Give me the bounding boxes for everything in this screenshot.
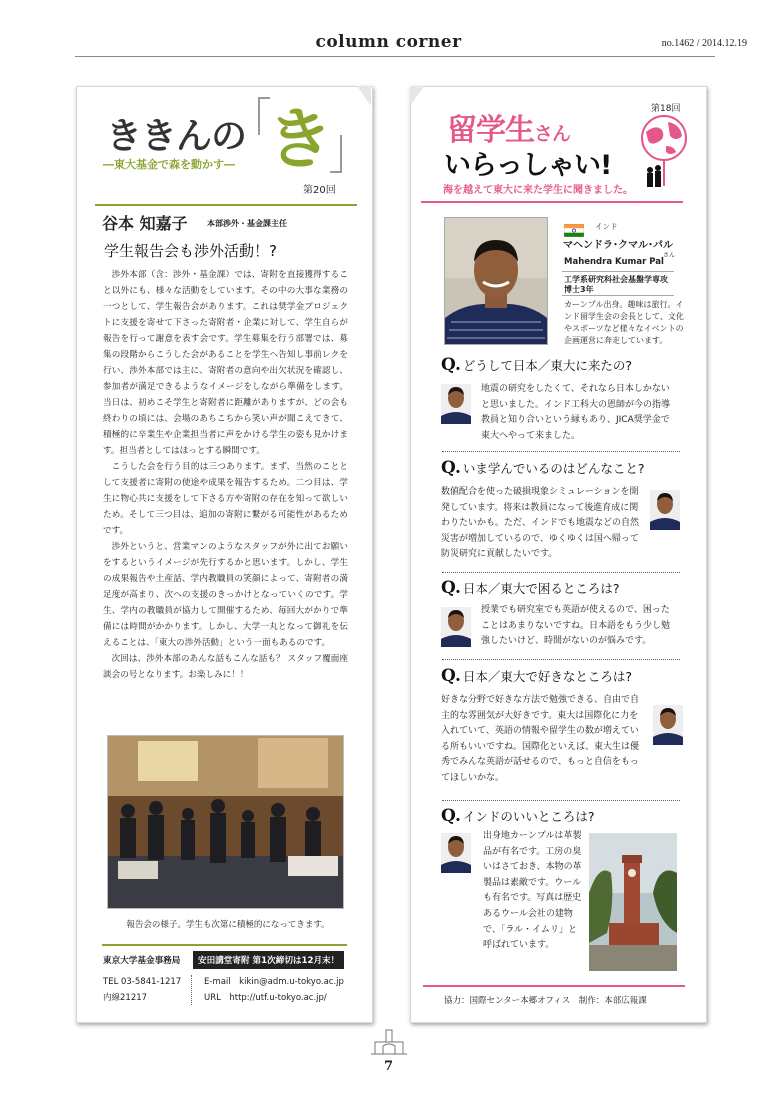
globe-icon bbox=[636, 112, 692, 192]
contact-phone bbox=[103, 974, 181, 1006]
answer-5: 出身地カーンプルは革製品が有名です。工房の臭いはさておき、本物の革製品は素敵です。ウールも有名です。写真は歴史あるウール会社の建物で、「ラル・イムリ」と呼ばれています。 bbox=[483, 831, 582, 951]
student-avatar bbox=[650, 490, 680, 530]
question-text: どうして日本／東大に来たの? bbox=[462, 358, 633, 373]
question-4 bbox=[441, 666, 632, 686]
paragraph: 渉外本部（含：渉外・基金課）では、寄附を直接獲得すること以外にも、様々な活動をしています。その中の大事な業務の一つとして、学生報告会があります。これは奨学金プロジェクトに支援を寄せて下さった寄附者・企業に対して、学生自らが報告を行って謝意を表す会です。学生募集を行う部署では、募集の段階からこうした会があることを学生へ告知し事前レクを行い、渉外本部では主に、寄附者の意向や出欠状況を確認し、参加者が満足できるようなイメージをしながら準備をします。当日は、初めこそ学生と寄附者に距離がありますが、どの会も終わりの頃には、会場のあちこちから笑い声が聞こえてきて、積極的に卒業生や企業担当者に声をかける学生の姿も見かけます。担当者としてはほっとする瞬間です。 bbox=[103, 270, 348, 456]
article-body bbox=[103, 267, 348, 683]
student-avatar bbox=[441, 607, 471, 647]
ryugakusei-subtitle: 海を越えて東大に来た学生に聞きました。 bbox=[443, 185, 633, 196]
student-portrait bbox=[444, 217, 548, 345]
ryugakusei-title-1: 留学生さん bbox=[447, 113, 571, 148]
photo-caption: 報告会の様子。学生も次第に積極的になってきます。 bbox=[126, 920, 330, 930]
kikin-episode: 第20回 bbox=[303, 185, 336, 196]
paragraph: こうした会を行う目的は三つあります。まず、当然のこととして支援者に寄附の使途や成果を報告するため。二つ目は、学生に物心共に支援をして下さる方や寄附の存在を知って欲しいため。そして三つ目は、追加の寄附に繋がる可能性があるためです。 bbox=[103, 462, 348, 536]
answer-3: 授業でも研究室でも英語が使えるので、困ったことはあまりないですね。日本語をもう少し勉強したいけど、時間がないのが悩みです。 bbox=[481, 605, 671, 647]
contact-divider bbox=[191, 975, 192, 1005]
event-photo bbox=[107, 735, 344, 909]
qa-separator bbox=[442, 572, 680, 573]
extension: 内線21217 bbox=[103, 993, 148, 1003]
deadline-badge: 安田講堂寄附 第1次締切は12月末！ bbox=[193, 951, 344, 969]
ryugakusei-title-2: いらっしゃい! bbox=[444, 150, 612, 181]
country-label: インド bbox=[595, 222, 618, 231]
name-honorific: さん bbox=[663, 252, 676, 259]
profile-rule bbox=[562, 295, 674, 296]
student-avatar bbox=[441, 384, 471, 424]
question-2 bbox=[441, 458, 645, 478]
q-label: Q. bbox=[441, 355, 461, 375]
qa-separator bbox=[442, 451, 680, 452]
answer-4: 好きな分野で好きな方法で勉強できる、自由で自主的な雰囲気が大好きです。東大は国際化に力を入れていて、英語の情報や留学生の数が増えている所もいいですね。国際化といえば、東大生は優秀でみんな英語が話せるので、もっと自信をもってほしいかな。 bbox=[441, 695, 640, 783]
student-affiliation bbox=[564, 275, 668, 295]
paragraph: 渉外というと、営業マンのようなスタッフが外に出てお願いをするというイメージが先行するかと思います。しかし、学生の成果報告や土産話、学内教職員の笑顔によって、寄附者の満足度が高まり、次への支援のきっかけとなっていくのです。学生、学内の教職員が協力して開催するため、毎回大がかりで準備には時間がかかります。しかし、大学一丸となって御礼を伝えることは、「東大の渉外活動」という一面もあるのです。 bbox=[103, 542, 348, 648]
column-title: column corner bbox=[315, 32, 462, 52]
office-name: 東京大学基金事務局 bbox=[103, 956, 181, 966]
tel: TEL 03-5841-1217 bbox=[103, 977, 182, 987]
credit-rule bbox=[423, 985, 685, 987]
email-link[interactable]: E-mail kikin@adm.u-tokyo.ac.jp bbox=[204, 977, 344, 987]
q-label: Q. bbox=[441, 806, 461, 826]
question-text: いま学んでいるのはどんなこと? bbox=[462, 461, 645, 476]
question-1 bbox=[441, 355, 632, 375]
kikin-title: ききんの bbox=[106, 116, 247, 157]
paragraph: 次回は、渉外本部のあんな話もこんな話も？ スタッフ覆面座談会の号となります。お楽しみに！！ bbox=[103, 654, 348, 680]
affiliation-year: 博士3年 bbox=[564, 285, 594, 294]
qa-separator bbox=[442, 800, 680, 801]
card-fold-corner bbox=[357, 86, 371, 106]
student-name-en: Mahendra Kumar Pal bbox=[564, 257, 664, 267]
author-name: 谷本 知嘉子 bbox=[102, 214, 188, 233]
header-rule bbox=[75, 56, 715, 57]
question-3 bbox=[441, 578, 620, 598]
q-label: Q. bbox=[441, 666, 461, 686]
contact-online bbox=[204, 974, 344, 1006]
answer-1: 地震の研究をしたくて、それなら日本しかないと思いました。インド工科大の恩師が今の指導教員と知り合いという縁もあり、JICA奨学金で東大へやって来ました。 bbox=[481, 384, 671, 441]
card-fold-corner bbox=[410, 86, 424, 106]
page-number: 7 bbox=[383, 1059, 394, 1074]
url-link[interactable]: URL http://utf.u-tokyo.ac.jp/ bbox=[204, 993, 327, 1003]
answer-2: 数値配合を使った破損現象シミュレーションを開発しています。将来は教員になって後進育成に関わりたいかも。ただ、インドでも地震などの自然災害が増加しているので、ゆくゆくは国へ帰って防災研究に貢献したいです。 bbox=[441, 487, 640, 560]
student-avatar bbox=[653, 705, 683, 745]
affiliation-dept: 工学系研究科社会基盤学専攻 bbox=[564, 275, 668, 284]
article-headline: 学生報告会も渉外活動！? bbox=[104, 242, 277, 260]
student-avatar bbox=[441, 833, 471, 873]
kikin-title-char: き bbox=[267, 101, 333, 178]
credit-line: 協力：国際センター本郷オフィス 制作：本部広報課 bbox=[444, 996, 647, 1006]
india-flag-icon bbox=[564, 222, 584, 235]
ryugakusei-episode: 第18回 bbox=[651, 104, 681, 114]
profile-rule bbox=[562, 271, 674, 272]
qa-separator bbox=[442, 659, 680, 660]
question-text: 日本／東大で困るところは? bbox=[462, 581, 620, 596]
lal-imli-building-photo bbox=[589, 833, 677, 971]
student-name-ja: マヘンドラ･クマル･パル bbox=[563, 240, 673, 251]
footer-rule bbox=[102, 944, 347, 946]
kikin-subtitle: ―東大基金で森を動かす― bbox=[103, 158, 235, 171]
author-role: 本部渉外・基金課主任 bbox=[207, 219, 287, 228]
yasuda-auditorium-logo bbox=[371, 1028, 407, 1056]
q-label: Q. bbox=[441, 458, 461, 478]
question-text: インドのいいところは? bbox=[462, 809, 595, 824]
ryugakusei-rule bbox=[421, 201, 683, 203]
issue-info: no.1462 / 2014.12.19 bbox=[661, 38, 747, 49]
title-san: さん bbox=[534, 123, 571, 145]
question-text: 日本／東大で好きなところは? bbox=[462, 669, 633, 684]
student-bio: カーンプル出身。趣味は旅行。インド留学生会の会長として、文化やスポーツなど様々なイベントの企画運営に奔走しています。 bbox=[564, 300, 684, 345]
question-5 bbox=[441, 806, 595, 826]
q-label: Q. bbox=[441, 578, 461, 598]
kikin-rule bbox=[95, 204, 357, 206]
